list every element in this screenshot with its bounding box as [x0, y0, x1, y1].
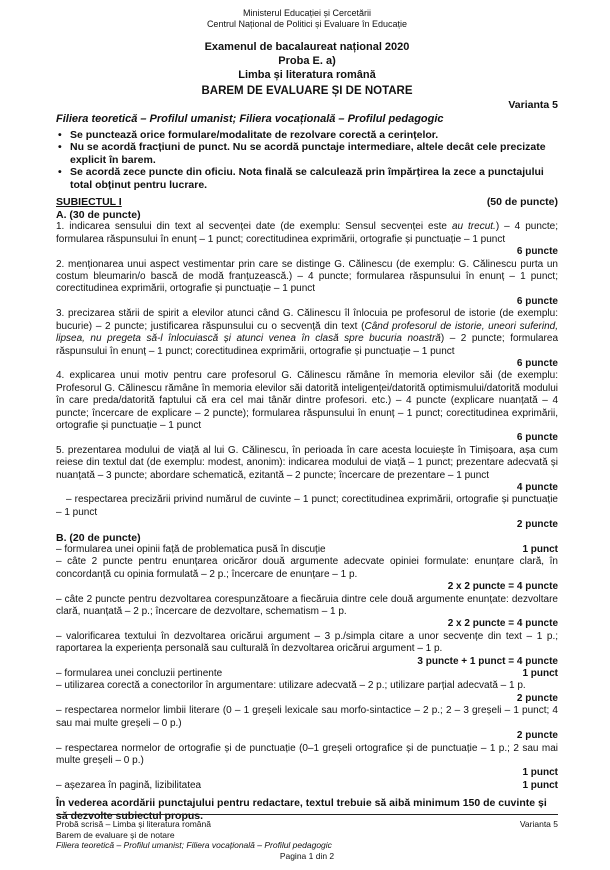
item-1-points: 6 puncte [516, 246, 558, 258]
item-1-quote: au trecut. [451, 221, 496, 233]
bullet-icon: • [58, 129, 62, 141]
final-note: În vederea acordării punctajului pentru redactare, textul trebuie să aibă minimum 150 de cuvinte și să dezvolte subiectul propus. [56, 797, 547, 822]
criterion-text: – câte 2 puncte pentru dezvoltarea corespunzătoare a fiecăruia dintre cele două argumente enunțate: dezvoltare clară, nuanțată – 2 p.; încercare de dezvoltare, schematism – 1 p. [56, 593, 558, 618]
rule-text: Se punctează orice formulare/modalitate de rezolvare corectă a cerințelor. [70, 129, 439, 141]
page-number: Pagina 1 din 2 [279, 850, 335, 861]
criterion-text: – formularea unei opinii față de problematica pusă în discuție [56, 544, 326, 555]
rule-text: Se acordă zece puncte din oficiu. Nota finală se calculează prin împărțirea la zece a punctajului total obținut pentru lucrare. [70, 166, 544, 191]
criterion-text: – respectarea normelor de ortografie și de punctuație (0–1 greșeli ortografice și de punctuație – 1 p.; 2 sau mai multe greșeli – 0 p.) [56, 742, 558, 766]
criterion-points: 1 punct [522, 544, 558, 555]
criterion-text: – câte 2 puncte pentru enunțarea oricăror două argumente adecvate opiniei formulate: enunțare clară, în concordanță cu opinia formulată – 2 p.; încercare de enunțare – 1 p. [56, 556, 558, 580]
item-3 [56, 308, 558, 358]
ministry-name: Ministerul Educației și Cercetării [242, 8, 372, 18]
exam-proba: Proba E. a) [278, 55, 336, 67]
exam-subject: Limba și literatura română [238, 69, 376, 81]
item-3-rest: ) – 2 puncte; formularea răspunsului în enunț – 1 punct; corectitudinea exprimării, ortografie și punctuație – 1 punct [56, 333, 558, 357]
general-rules-list [56, 129, 558, 191]
bullet-icon: • [58, 141, 62, 154]
item-5-points: 4 puncte [516, 481, 558, 493]
rule-text: Nu se acordă fracțiuni de punct. Nu se acordă punctaje intermediare, altele decât cele precizate explicit în barem. [70, 141, 546, 166]
rule-item [56, 129, 558, 141]
center-name: Centrul Național de Politici și Evaluare în Educație [206, 19, 408, 29]
criterion-points: 1 punct [522, 779, 558, 791]
item-1-text: 1. indicarea sensului din text al secvenței date (de exemplu: Sensul secvenței este [56, 221, 452, 233]
subject-points: (50 de puncte) [486, 196, 558, 209]
item-3-quote: Când profesorul de istorie, uneori suferind, lipsea, nu pregeta să-l înlocuiască și atunci venea în clasă spre bucuria noastră [56, 320, 558, 345]
item-4-points: 6 puncte [516, 432, 558, 444]
page-footer [56, 814, 558, 861]
item-3-points: 6 puncte [516, 357, 558, 369]
criterion-points: 1 punct [522, 767, 558, 779]
criterion-points: 3 puncte + 1 punct = 4 puncte [417, 655, 558, 667]
section-b-title: B. (20 de puncte) [56, 531, 141, 544]
item-4: 4. explicarea unui motiv pentru care profesorul G. Călinescu rămâne în memoria elevilor săi (de exemplu: Profesorul G. Călinescu rămâne în memoria elevilor săi datorită inteligenței/datorită optimismului/datorită modului în care preda/datorită faptului că era cel mai tânăr dintre profesori. etc.) – 4 puncte (explicare nuanțată – 4 puncte; încercare de explicare – 2 puncte); formularea răspunsului în enunț – 1 punct; corectitudinea exprimării, ortografie și punctuație – 1 punct [56, 370, 558, 431]
criterion-text: – respectarea normelor limbii literare (0 – 1 greșeli lexicale sau morfo-sintactice – 2 p.; 2 – 3 greșeli – 1 punct; 4 sau mai multe greșeli – 0 p.) [56, 705, 558, 729]
criterion-points: 2 x 2 puncte = 4 puncte [447, 618, 558, 630]
barem-title: BAREM DE EVALUARE ȘI DE NOTARE [201, 85, 413, 97]
criterion-text: – așezarea în pagină, lizibilitatea [56, 779, 202, 791]
footer-filiera: Filiera teoretică – Profilul umanist; Filiera vocațională – Profilul pedagogic [56, 840, 332, 850]
filiera-line: Filiera teoretică – Profilul umanist; Filiera vocațională – Profilul pedagogic [56, 113, 444, 125]
criterion-points: 2 puncte [516, 730, 558, 742]
criterion-text: – valorificarea textului în dezvoltarea oricărui argument – 3 p./simpla citare a unor secvențe din text – 1 p.; raportarea la experiența personală sau culturală în dezvoltarea oricărui argument – 1 p. [56, 630, 558, 655]
item-1 [56, 221, 558, 246]
item-2: 2. menționarea unui aspect vestimentar prin care se distinge G. Călinescu (de exemplu: G. Călinescu purta un costum bleumarin/o bască de modă franțuzească.) – 4 puncte; formularea răspunsului în enunț – 1 punct; corectitudinea exprimării, ortografie și punctuație – 1 punct [56, 258, 558, 295]
criterion-points: 1 punct [522, 668, 558, 680]
subject-title: SUBIECTUL I [56, 196, 122, 209]
exam-title: Examenul de bacalaureat național 2020 [204, 41, 410, 53]
item-1-rest: ) – 4 puncte; formularea răspunsului în enunț – 1 punct; corectitudinea exprimării, ortografie și punctuație – 1 punct [56, 221, 558, 245]
rule-item [56, 141, 558, 166]
footer-first-line [56, 819, 558, 830]
criterion-row [56, 780, 558, 792]
footer-barem: Barem de evaluare și de notare [56, 829, 175, 840]
variant-label: Varianta 5 [508, 99, 558, 111]
item-5-extra-points: 2 puncte [516, 519, 558, 531]
criterion-row [56, 668, 558, 680]
item-2-points: 6 puncte [516, 295, 558, 307]
criterion-text: – utilizarea corectă a conectorilor în argumentare: utilizare adecvată – 2 p.; utilizare parțial adecvată – 1 p. [56, 680, 526, 692]
item-5: 5. prezentarea modului de viață al lui G. Călinescu, în perioada în care acesta locuiește în Timișoara, așa cum reiese din textul dat (de exemplu: modest, anonim): indicarea modului de viață – 1 punct; prezentare adecvată și nuanțată – 3 puncte; abordare schematică, ezitantă – 2 puncte; încercare de prezentare – 1 punct [56, 444, 558, 481]
rule-item [56, 166, 558, 191]
bullet-icon: • [58, 166, 62, 179]
footer-exam-name: Probă scrisă – Limba și literatura română [56, 819, 211, 829]
item-5-extra: – respectarea precizării privind numărul de cuvinte – 1 punct; corectitudinea exprimării, ortografie și punctuație – 1 punct [56, 494, 558, 518]
criterion-text: – formularea unei concluzii pertinente [56, 668, 223, 680]
subject-heading [56, 196, 558, 209]
criterion-row [56, 544, 558, 556]
criterion-points: 2 x 2 puncte = 4 puncte [447, 581, 558, 593]
section-a-title: A. (30 de puncte) [56, 209, 141, 222]
item-3-text: 3. precizarea stării de spirit a elevilor atunci când G. Călinescu îl înlocuia pe profesorul de istorie (de exemplu: bucurie) – 2 puncte; justificarea răspunsului cu o secvență din text ( [56, 308, 558, 332]
criterion-points: 2 puncte [516, 692, 558, 704]
footer-variant: Varianta 5 [519, 819, 558, 829]
